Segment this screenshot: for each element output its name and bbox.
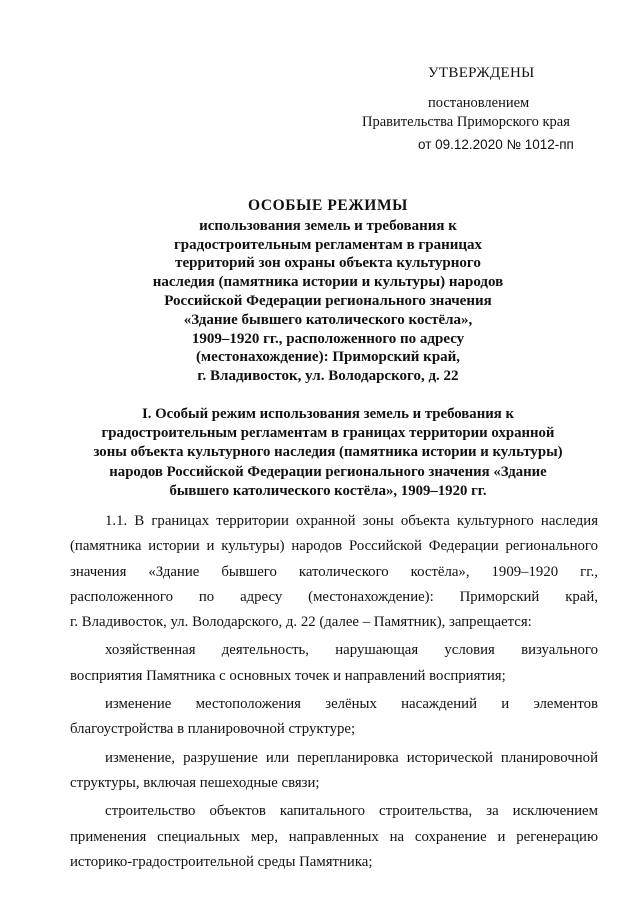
prohibition-item: [70, 799, 598, 875]
body-line: г. Владивосток, ул. Володарского, д. 22 (далее – Памятник), запрещается:: [70, 614, 532, 631]
body-line: хозяйственная деятельность, нарушающая условия визуального: [105, 642, 598, 659]
document-title-line: градостроительным регламентам в границах: [173, 236, 483, 253]
section-heading-line: народов Российской Федерации регионального значения «Здание: [109, 463, 547, 480]
document-title-line: 1909–1920 гг., расположенного по адресу: [191, 330, 465, 347]
approval-date-number: от 09.12.2020 № 1012-пп: [418, 137, 574, 152]
document-title-line: Российской Федерации регионального значения: [164, 292, 492, 309]
document-title-line: использования земель и требования к: [199, 217, 457, 234]
document-title-line: территорий зон охраны объекта культурного: [175, 255, 481, 272]
approval-title: УТВЕРЖДЕНЫ: [428, 65, 535, 81]
body-line: расположенного по адресу (местонахождение): Приморский край,: [70, 588, 598, 605]
document-title-main: ОСОБЫЕ РЕЖИМЫ: [247, 197, 408, 214]
document-title-line: г. Владивосток, ул. Володарского, д. 22: [197, 368, 459, 385]
section-heading-line: градостроительным регламентам в границах территории охранной: [101, 425, 555, 442]
body-line: структуры, включая пешеходные связи;: [70, 774, 320, 791]
section-heading-line: I. Особый режим использования земель и требования к: [142, 406, 514, 422]
body-line: благоустройства в планировочной структуре;: [70, 721, 356, 738]
document-title: [150, 197, 506, 386]
section-heading: [70, 405, 586, 501]
approval-decree-label: постановлением: [428, 95, 530, 111]
document-title-line: (местонахождение): Приморский край,: [195, 349, 461, 366]
prohibition-item: [70, 746, 598, 797]
document-title-line: наследия (памятника истории и культуры) народов: [152, 274, 504, 291]
body-line: значения «Здание бывшего католического костёла», 1909–1920 гг.,: [70, 563, 598, 580]
body-line: применения специальных мер, направленных на сохранение и регенерацию: [70, 828, 598, 845]
approval-government: Правительства Приморского края: [362, 114, 570, 130]
prohibition-item: [70, 692, 598, 743]
body-line: восприятия Памятника с основных точек и направлений восприятия;: [70, 667, 506, 684]
paragraph-1-1: [70, 509, 598, 635]
body-line: (памятника истории и культуры) народов Российской Федерации регионального: [70, 538, 598, 555]
section-heading-line: зоны объекта культурного наследия (памятника истории и культуры): [93, 444, 563, 461]
body-text: [70, 509, 598, 875]
body-line: строительство объектов капитального строительства, за исключением: [105, 803, 598, 820]
body-line: изменение местоположения зелёных насаждений и элементов: [105, 696, 598, 713]
body-line: 1.1. В границах территории охранной зоны объекта культурного наследия: [105, 513, 598, 529]
body-line: изменение, разрушение или перепланировка исторической планировочной: [105, 749, 598, 766]
prohibition-item: [70, 638, 598, 689]
section-heading-line: бывшего католического костёла», 1909–1920 гг.: [169, 482, 487, 499]
document-title-line: «Здание бывшего католического костёла»,: [183, 311, 473, 328]
body-line: историко-градостроительной среды Памятника;: [70, 853, 373, 870]
